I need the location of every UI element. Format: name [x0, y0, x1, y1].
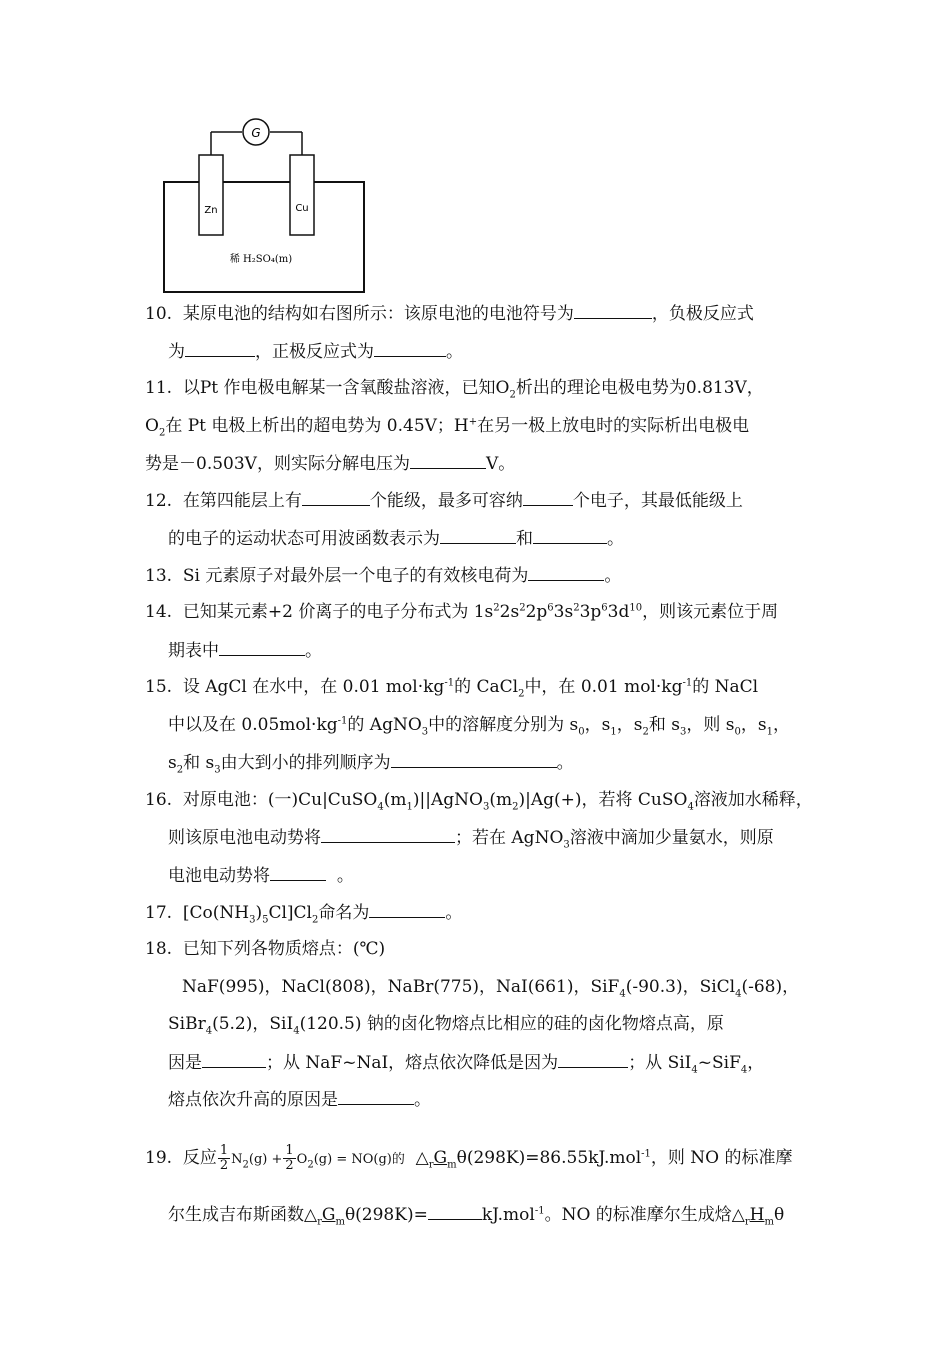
fraction-half-2: $\frac{1}{2}$ — [285, 1143, 294, 1173]
question-12-line-1: 12. 在第四能层上有 个能级，最多可容纳 个电子，其最低能级上 — [145, 491, 743, 511]
question-19-line-1: 19. 反应 $\frac{1}{2}$ $N_2(g)$ + $\frac{1}{2}$ $O_2(g) = NO(g)$的 $\triangle_rG_m\theta(298K)=86.55kJ.mol^{-1}$，则 NO 的标准摩 — [145, 1143, 793, 1173]
question-17-line-1: 17. $[Co(NH_3)_5Cl]Cl_2$命名为 。 — [145, 903, 463, 926]
q13-blank-1[interactable] — [528, 564, 604, 581]
q19-blank-1[interactable] — [428, 1203, 482, 1220]
q10-blank-1[interactable] — [574, 302, 652, 319]
q17-blank-1[interactable] — [369, 901, 445, 918]
q12-blank-1[interactable] — [302, 489, 370, 506]
question-14-line-2: 期表中 。 — [168, 641, 322, 661]
question-15-line-1: 15. 设 AgCl 在水中，在 0.01 $mol\cdot kg^{-1}$的 CaCl$_2$中，在 0.01 $mol\cdot kg^{-1}$的 NaCl — [145, 677, 759, 700]
q16-blank-1[interactable] — [321, 826, 455, 843]
zinc-electrode — [199, 155, 223, 235]
q10-blank-2[interactable] — [185, 340, 255, 357]
beaker — [164, 182, 364, 292]
question-11-line-3: 势是－0.503V，则实际分解电压为 V。 — [145, 454, 516, 474]
question-16-line-3: 电池电动势将 。 — [168, 866, 354, 886]
question-18-line-1: 18. 已知下列各物质熔点：(℃) — [145, 939, 386, 959]
fraction-half-1: $\frac{1}{2}$ — [219, 1143, 229, 1173]
question-10-line-2: 为 ，正极反应式为 。 — [168, 342, 463, 362]
q18-blank-1[interactable] — [202, 1051, 266, 1068]
question-11-line-2: $O_2$在 Pt 电极上析出的超电势为 0.45V；H+在另一极上放电时的实际析出电极电 — [145, 416, 750, 439]
q11-blank-1[interactable] — [410, 452, 486, 469]
question-18-line-2: NaF(995)，NaCl(808)，NaBr(775)，NaI(661)，SiF$_4$(-90.3)，SiCl$_4$(-68)， — [182, 977, 800, 1000]
question-19-line-2: 尔生成吉布斯函数$\triangle_rG_m\theta(298K)= kJ.mol^{-1}$。NO 的标准摩尔生成焓$\triangle_rH_m\theta$ — [168, 1205, 785, 1228]
question-16-line-2: 则该原电池电动势将 ；若在 AgNO$_3$溶液中滴加少量氨水，则原 — [168, 828, 774, 851]
q15-blank-1[interactable] — [391, 751, 557, 768]
q12-blank-4[interactable] — [533, 527, 607, 544]
question-11-line-1: 11. 以Pt 作电极电解某一含氧酸盐溶液，已知$O_2$析出的理论电极电势为0.813V， — [145, 378, 764, 401]
q14-blank-1[interactable] — [219, 639, 305, 656]
q12-blank-3[interactable] — [440, 527, 516, 544]
question-18-line-4: 因是 ；从 NaF~NaI，熔点依次降低是因为 ；从 SiI$_4$~SiF$_4$， — [168, 1053, 765, 1076]
question-14-line-1: 14. 已知某元素+2 价离子的电子分布式为 $1s^22s^22p^63s^23p^63d^{10}$，则该元素位于周 — [145, 602, 779, 622]
q12-blank-2[interactable] — [523, 489, 573, 506]
copper-electrode — [290, 155, 314, 235]
q18-blank-2[interactable] — [558, 1051, 628, 1068]
question-15-line-3: $s_2$和 $s_3$由大到小的排列顺序为 。 — [168, 753, 574, 776]
solution-label: 稀 H₂SO₄(m) — [229, 254, 293, 265]
question-10-line-1: 10. 某原电池的结构如右图所示：该原电池的电池符号为 ，负极反应式 — [145, 304, 754, 324]
zinc-label: Zn — [204, 205, 218, 216]
q16-blank-2[interactable] — [270, 864, 326, 881]
question-15-line-2: 中以及在 $0.05mol\cdot kg^{-1}$的 AgNO$_3$中的溶解度分别为 $s_0$，$s_1$，$s_2$和 $s_3$，则 $s_0$，$s_1$， — [168, 715, 791, 738]
copper-label: Cu — [295, 203, 309, 214]
galvanometer-label: G — [251, 126, 261, 140]
question-18-line-3: SiBr$_4$(5.2)，SiI$_4$(120.5) 钠的卤化物熔点比相应的硅的卤化物熔点高，原 — [168, 1014, 724, 1037]
q18-blank-3[interactable] — [338, 1088, 414, 1105]
question-12-line-2: 的电子的运动状态可用波函数表示为 和 。 — [168, 529, 624, 549]
question-13-line-1: 13. Si 元素原子对最外层一个电子的有效核电荷为 。 — [145, 566, 622, 586]
question-18-line-5: 熔点依次升高的原因是 。 — [168, 1090, 431, 1110]
q10-blank-3[interactable] — [374, 340, 446, 357]
galvanic-cell-diagram — [158, 110, 368, 295]
question-16-line-1: 16. 对原电池：(一)$Cu|CuSO_4(m_1)||AgNO_3(m_2)|Ag(+)$，若将 CuSO$_4$溶液加水稀释， — [145, 790, 813, 813]
